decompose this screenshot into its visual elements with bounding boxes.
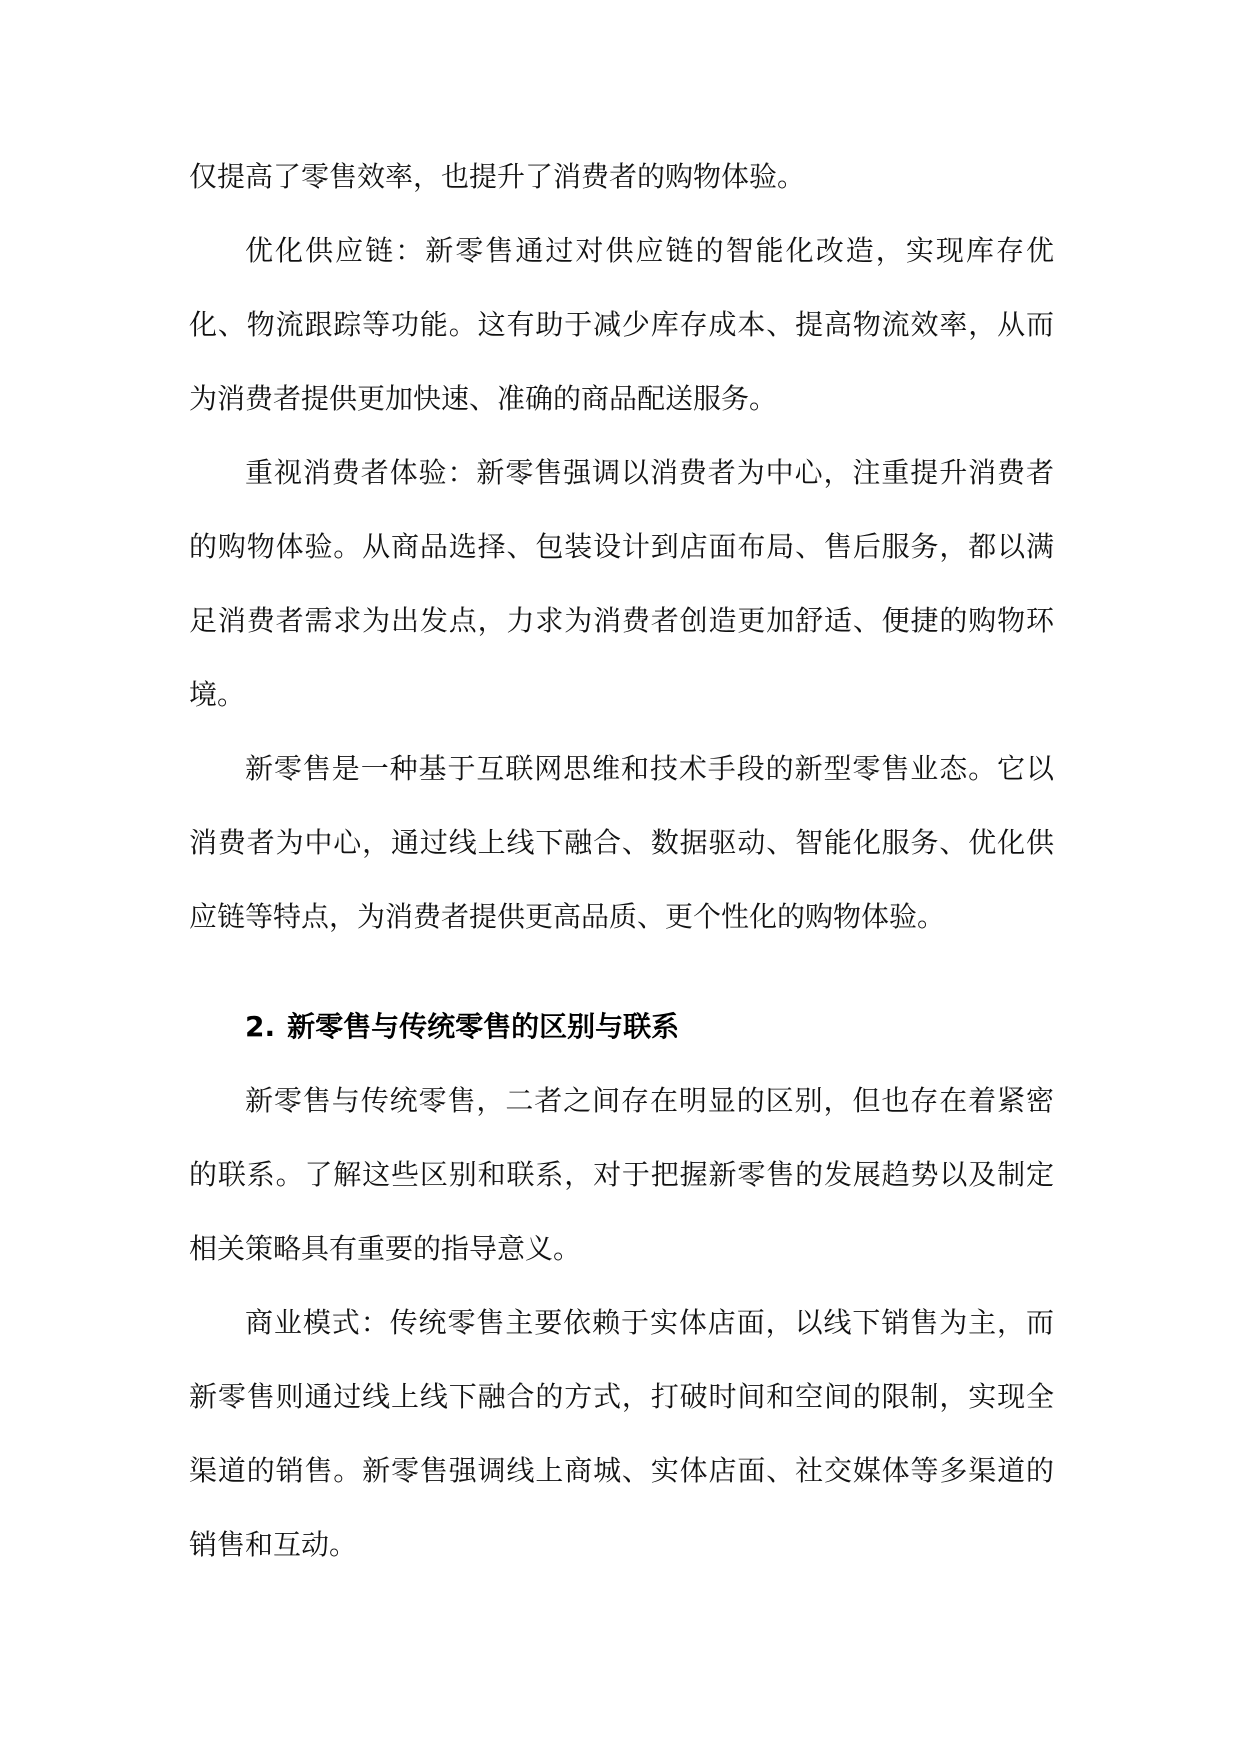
paragraph-continuation: 仅提高了零售效率，也提升了消费者的购物体验。 (189, 160, 806, 193)
paragraph-business-model: 商业模式：传统零售主要依赖于实体店面，以线下销售为主，而新零售则通过线上线下融合的方式，打破时间和空间的限制，实现全渠道的销售。新零售强调线上商城、实体店面、社交媒体等多渠道的销售和互动。 (189, 1306, 1054, 1561)
heading-spacer (189, 954, 1054, 990)
section-number: 2. (245, 1010, 276, 1043)
section-title: 新零售与传统零售的区别与联系 (287, 1010, 680, 1043)
section-heading (189, 990, 1054, 1064)
paragraph-consumer-experience: 重视消费者体验：新零售强调以消费者为中心，注重提升消费者的购物体验。从商品选择、包装设计到店面布局、售后服务，都以满足消费者需求为出发点，力求为消费者创造更加舒适、便捷的购物环境。 (189, 456, 1054, 711)
paragraph-supply-chain: 优化供应链：新零售通过对供应链的智能化改造，实现库存优化、物流跟踪等功能。这有助于减少库存成本、提高物流效率，从而为消费者提供更加快速、准确的商品配送服务。 (189, 234, 1054, 415)
paragraph-new-retail-summary: 新零售是一种基于互联网思维和技术手段的新型零售业态。它以消费者为中心，通过线上线下融合、数据驱动、智能化服务、优化供应链等特点，为消费者提供更高品质、更个性化的购物体验。 (189, 752, 1054, 933)
document-body (189, 140, 1054, 1582)
paragraph-difference-intro: 新零售与传统零售，二者之间存在明显的区别，但也存在着紧密的联系。了解这些区别和联系，对于把握新零售的发展趋势以及制定相关策略具有重要的指导意义。 (189, 1084, 1054, 1265)
